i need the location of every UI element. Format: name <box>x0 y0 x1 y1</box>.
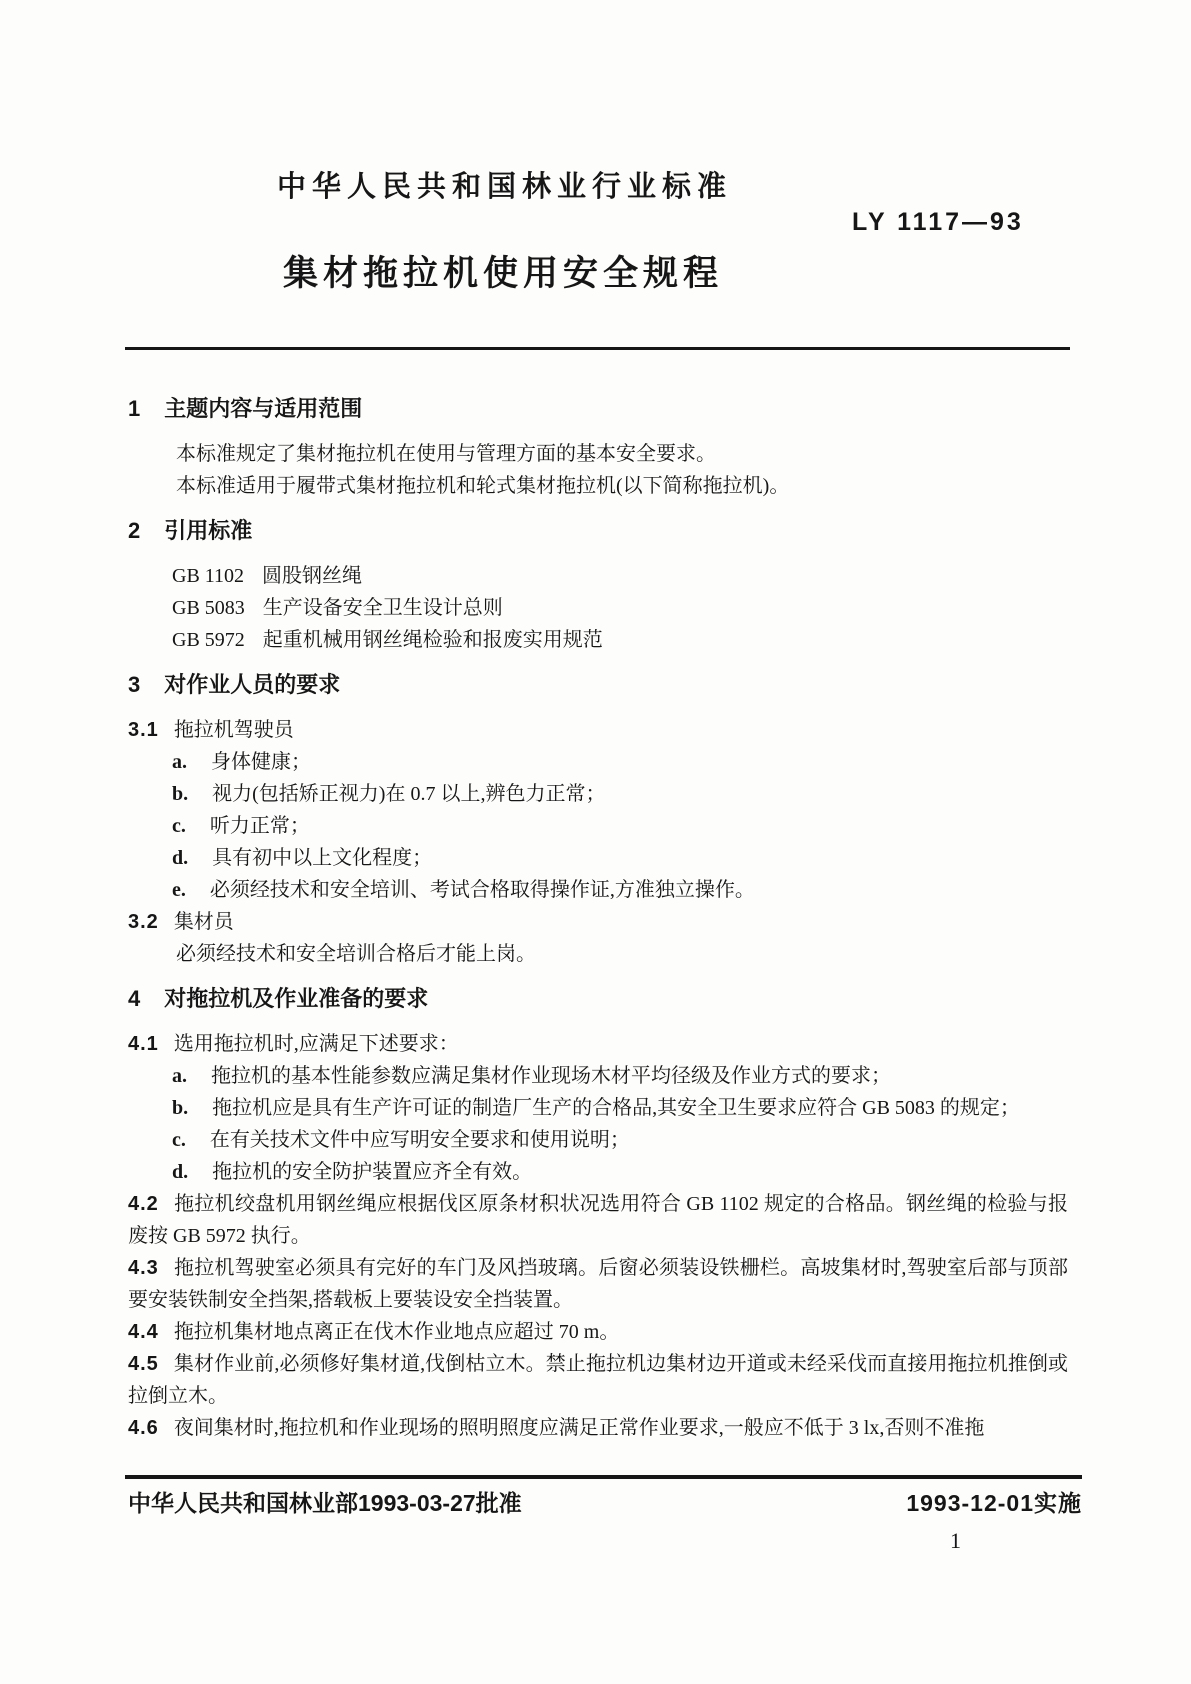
section-heading <box>128 393 1068 425</box>
clause <box>128 1188 1068 1252</box>
block-text: 拖拉机的基本性能参数应满足集材作业现场木材平均径级及作业方式的要求； <box>211 1065 891 1087</box>
standard-number: LY 1117—93 <box>852 208 1024 236</box>
reference-item <box>128 560 1068 592</box>
block-text: 对拖拉机及作业准备的要求 <box>164 986 429 1011</box>
section-heading <box>128 983 1068 1015</box>
clause-number: 3 <box>128 672 141 697</box>
list-item <box>128 1156 1068 1188</box>
clause <box>128 1348 1068 1412</box>
subsection-heading <box>128 906 1068 938</box>
block-text: 夜间集材时,拖拉机和作业现场的照明照度应满足正常作业要求,一般应不低于 3 lx,否则不准拖 <box>173 1417 985 1439</box>
block-text: 拖拉机集材地点离正在伐木作业地点应超过 70 m。 <box>173 1321 620 1343</box>
list-item <box>128 746 1068 778</box>
block-text: 本标准适用于履带式集材拖拉机和轮式集材拖拉机(以下简称拖拉机)。 <box>176 475 790 497</box>
clause <box>128 1028 1068 1060</box>
block-text: 圆股钢丝绳 <box>262 565 363 587</box>
clause-number: 4.2 <box>128 1193 159 1215</box>
block-text: 具有初中以上文化程度； <box>212 847 433 869</box>
block-text: 选用拖拉机时,应满足下述要求： <box>173 1033 459 1055</box>
list-marker: d. <box>172 1161 189 1183</box>
list-marker: b. <box>172 783 189 805</box>
block-text: 拖拉机驾驶室必须具有完好的车门及风挡玻璃。后窗必须装设铁栅栏。高坡集材时,驾驶室后部与顶部要安装铁制安全挡架,搭载板上要装设安全挡装置。 <box>128 1257 1068 1311</box>
clause-number: 2 <box>128 518 141 543</box>
block-text: 引用标准 <box>164 518 253 543</box>
title-rule <box>125 347 1070 350</box>
clause-number: 4 <box>128 986 141 1011</box>
clause-number: 3.2 <box>128 911 159 933</box>
list-item <box>128 874 1068 906</box>
list-marker: a. <box>172 1065 187 1087</box>
clause-number: 4.1 <box>128 1033 159 1055</box>
clause-number: 4.5 <box>128 1353 159 1375</box>
clause <box>128 1252 1068 1316</box>
list-item <box>128 810 1068 842</box>
list-marker: e. <box>172 879 186 901</box>
footer-rule <box>125 1475 1082 1479</box>
clause-number: 4.6 <box>128 1417 159 1439</box>
clause <box>128 1412 1068 1444</box>
block-text: 拖拉机驾驶员 <box>173 719 294 741</box>
block-text: 对作业人员的要求 <box>164 672 341 697</box>
block-text: 视力(包括矫正视力)在 0.7 以上,辨色力正常； <box>212 783 606 805</box>
clause <box>128 1316 1068 1348</box>
block-text: 生产设备安全卫生设计总则 <box>262 597 503 619</box>
reference-item <box>128 624 1068 656</box>
block-text: 身体健康； <box>211 751 311 773</box>
section-heading <box>128 669 1068 701</box>
list-marker: c. <box>172 815 186 837</box>
list-marker: c. <box>172 1129 186 1151</box>
block-text: 必须经技术和安全培训、考试合格取得操作证,方准独立操作。 <box>209 879 755 901</box>
block-text: 集材作业前,必须修好集材道,伐倒枯立木。禁止拖拉机边集材边开道或未经采伐而直接用拖拉机推倒或拉倒立木。 <box>128 1353 1068 1407</box>
document-title: 集材拖拉机使用安全规程 <box>283 254 724 293</box>
clause-number: 3.1 <box>128 719 159 741</box>
block-text: 拖拉机绞盘机用钢丝绳应根据伐区原条材积状况选用符合 GB 1102 规定的合格品。钢丝绳的检验与报废按 GB 5972 执行。 <box>128 1193 1068 1247</box>
list-item <box>128 842 1068 874</box>
list-item <box>128 778 1068 810</box>
block-text: 拖拉机应是具有生产许可证的制造厂生产的合格品,其安全卫生要求应符合 GB 5083 的规定； <box>212 1097 1020 1119</box>
block-text: 拖拉机的安全防护装置应齐全有效。 <box>212 1161 533 1183</box>
clause-number: 1 <box>128 396 141 421</box>
clause-number: 4.4 <box>128 1321 159 1343</box>
list-item <box>128 1124 1068 1156</box>
block-text: 本标准规定了集材拖拉机在使用与管理方面的基本安全要求。 <box>176 443 716 465</box>
list-marker: b. <box>172 1097 189 1119</box>
block-text: 主题内容与适用范围 <box>164 396 363 421</box>
reference-code: GB 5083 <box>172 597 245 619</box>
list-marker: a. <box>172 751 187 773</box>
block-text: 听力正常； <box>209 815 310 837</box>
list-marker: d. <box>172 847 189 869</box>
block-text: 集材员 <box>173 911 234 933</box>
standard-header-label: 中华人民共和国林业行业标准 <box>277 171 733 203</box>
block-text: 必须经技术和安全培训合格后才能上岗。 <box>176 943 536 965</box>
paragraph <box>128 438 1068 470</box>
paragraph <box>128 938 1068 970</box>
document-body <box>128 380 1068 1475</box>
list-item <box>128 1060 1068 1092</box>
subsection-heading <box>128 714 1068 746</box>
list-item <box>128 1092 1068 1124</box>
clause-number: 4.3 <box>128 1257 159 1279</box>
reference-code: GB 1102 <box>172 565 245 587</box>
implementation-note: 1993-12-01实施 <box>906 1490 1082 1516</box>
paragraph <box>128 470 1068 502</box>
section-heading <box>128 515 1068 547</box>
approval-note: 中华人民共和国林业部1993-03-27批准 <box>128 1490 522 1516</box>
block-text: 起重机械用钢丝绳检验和报废实用规范 <box>262 629 603 651</box>
reference-item <box>128 592 1068 624</box>
page-number: 1 <box>950 1528 961 1553</box>
block-text: 在有关技术文件中应写明安全要求和使用说明； <box>209 1129 630 1151</box>
reference-code: GB 5972 <box>172 629 245 651</box>
